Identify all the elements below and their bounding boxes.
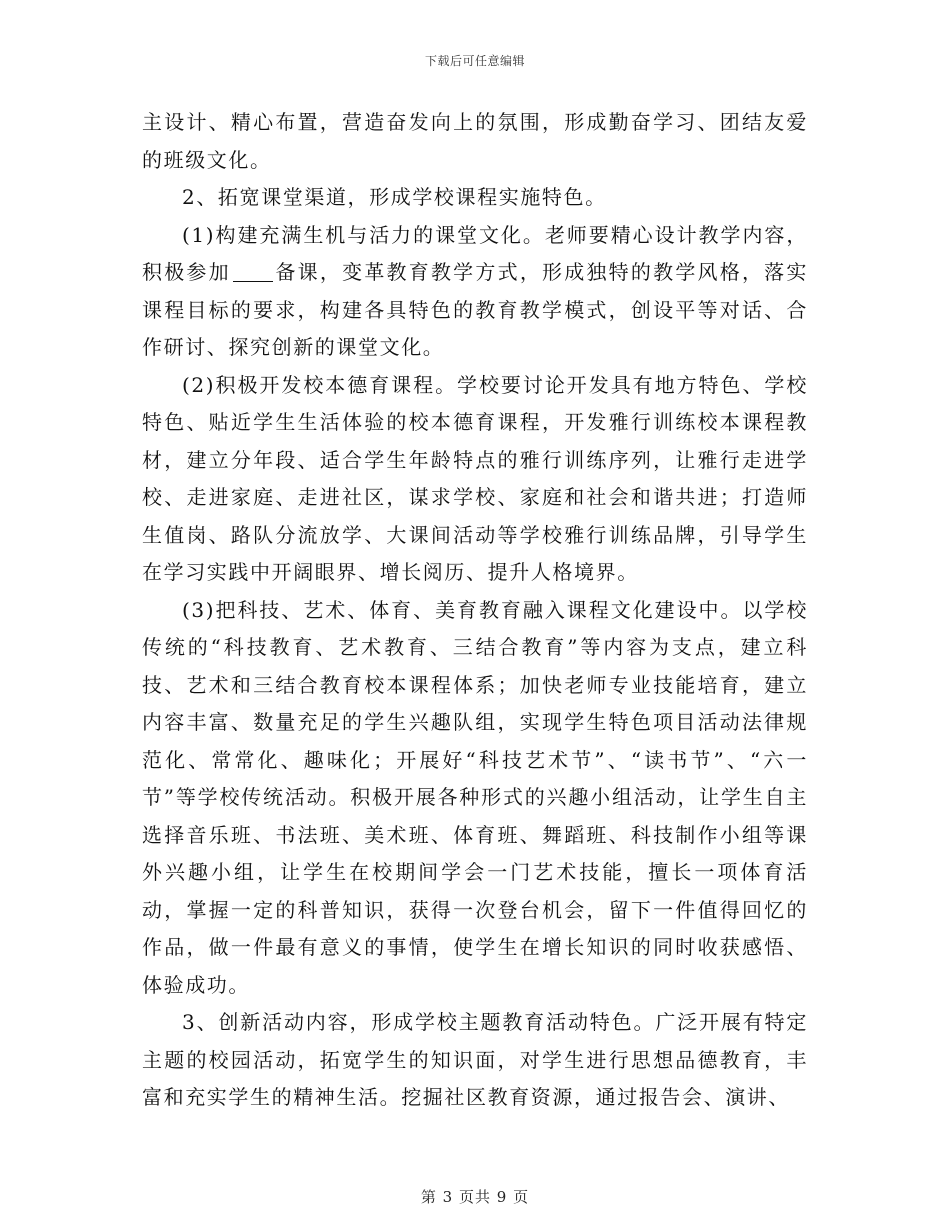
document-body bbox=[142, 104, 808, 1117]
paragraph-classroom-culture-part1: (1)构建充满生机与活力的课堂文化。老师要精心设计教学内容，积极参加 bbox=[142, 222, 808, 284]
paragraph-moral-curriculum: (2)积极开发校本德育课程。学校要讨论开发具有地方特色、学校特色、贴近学生生活体验的校本德育课程，开发雅行训练校本课程教材，建立分年段、适合学生年龄特点的雅行训练序列，让雅行走进学校、走进家庭、走进社区，谋求学校、家庭和社会和谐共进；打造师生值岗、路队分流放学、大课间活动等学校雅行训练品牌，引导学生在学习实践中开阔眼界、增长阅历、提升人格境界。 bbox=[142, 372, 808, 584]
paragraph-theme-activities: 3、创新活动内容，形成学校主题教育活动特色。广泛开展有特定主题的校园活动，拓宽学生的知识面，对学生进行思想品德教育，丰富和充实学生的精神生活。挖掘社区教育资源，通过报告会、演讲、 bbox=[142, 1010, 808, 1109]
fill-in-blank bbox=[233, 263, 273, 282]
paragraph-classroom-culture-part2: 备课，变革教育教学方式，形成独特的教学风格，落实课程目标的要求，构建各具特色的教育教学模式，创设平等对话、合作研讨、探究创新的课堂文化。 bbox=[142, 260, 808, 359]
page-number: 第 3 页共 9 页 bbox=[420, 1188, 530, 1206]
paragraph-classroom-culture bbox=[142, 217, 808, 367]
page-header: 下载后可任意编辑 bbox=[424, 54, 525, 68]
paragraph-continuation: 主设计、精心布置，营造奋发向上的氛围，形成勤奋学习、团结友爱的班级文化。 bbox=[142, 110, 808, 172]
paragraph-arts-science: (3)把科技、艺术、体育、美育教育融入课程文化建设中。以学校传统的“科技教育、艺术教育、三结合教育”等内容为支点，建立科技、艺术和三结合教育校本课程体系；加快老师专业技能培育，建立内容丰富、数量充足的学生兴趣队组，实现学生特色项目活动法律规范化、常常化、趣味化；开展好“科技艺术节”、“读书节”、“六一节”等学校传统活动。积极开展各种形式的兴趣小组活动，让学生自主选择音乐班、书法班、美术班、体育班、舞蹈班、科技制作小组等课外兴趣小组，让学生在校期间学会一门艺术技能，擅长一项体育活动，掌握一定的科普知识，获得一次登台机会，留下一件值得回忆的作品，做一件最有意义的事情，使学生在增长知识的同时收获感悟、体验成功。 bbox=[142, 597, 808, 997]
section-heading-2: 2、拓宽课堂渠道，形成学校课程实施特色。 bbox=[182, 185, 607, 209]
